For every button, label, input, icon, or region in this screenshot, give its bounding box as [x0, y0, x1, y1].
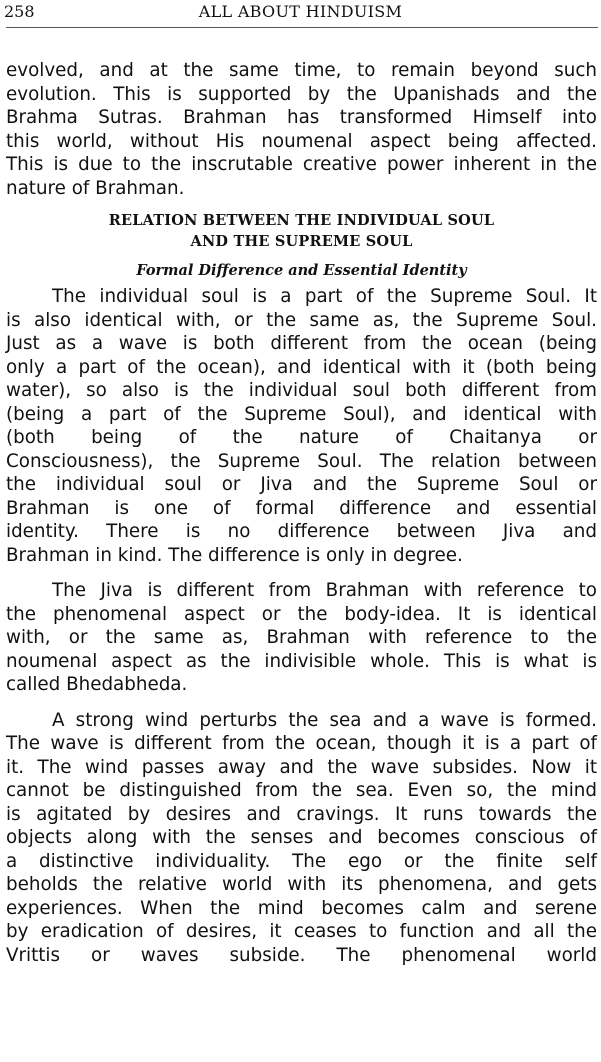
text-line: Brahma Sutras. Brahman has transformed Himself into: [6, 107, 597, 128]
paragraph-wave-analogy: [6, 709, 597, 968]
text-line: Brahman in kind. The difference is only in degree.: [6, 544, 463, 566]
text-line: Vrittis or waves subside. The phenomenal world: [6, 944, 597, 966]
text-line: nature of Brahman.: [6, 177, 185, 199]
text-line: This is due to the inscrutable creative power inherent in the: [6, 154, 597, 175]
text-line: a distinctive individuality. The ego or the finite self: [6, 850, 597, 872]
paragraph-individual-soul: [6, 285, 597, 567]
paragraph-bhedabheda: [6, 579, 597, 697]
text-line: the individual soul or Jiva and the Supreme Soul or: [6, 474, 597, 495]
text-line: water), so also is the individual soul both different from: [6, 380, 597, 401]
text-line: A strong wind perturbs the sea and a wave is formed.: [52, 709, 597, 731]
text-line: The wave is different from the ocean, though it is a part of: [6, 733, 597, 754]
page-body: [6, 59, 597, 967]
text-line: The individual soul is a part of the Supreme Soul. It: [52, 286, 597, 307]
text-line: experiences. When the mind becomes calm and serene: [6, 897, 597, 919]
text-line: evolved, and at the same time, to remain beyond such: [6, 60, 597, 81]
text-line: The Jiva is different from Brahman with reference to: [52, 580, 597, 601]
text-line: it. The wind passes away and the wave subsides. Now it: [6, 756, 597, 778]
text-line: by eradication of desires, it ceases to function and all the: [6, 921, 597, 942]
text-line: this world, without His noumenal aspect being affected.: [6, 130, 597, 152]
text-line: with, or the same as, Brahman with reference to the: [6, 627, 597, 648]
page-number: 258: [4, 2, 35, 21]
text-line: cannot be distinguished from the sea. Even so, the mind: [6, 780, 597, 801]
section-subheading: Formal Difference and Essential Identity: [136, 262, 467, 279]
text-line: Brahman is one of formal difference and essential: [6, 497, 597, 519]
text-line: evolution. This is supported by the Upanishads and the: [6, 83, 597, 105]
text-line: beholds the relative world with its phenomena, and gets: [6, 874, 597, 895]
page-header: [4, 2, 597, 24]
text-line: is agitated by desires and cravings. It runs towards the: [6, 803, 597, 825]
text-line: called Bhedabheda.: [6, 674, 188, 695]
text-line: is also identical with, or the same as, the Supreme Soul.: [6, 309, 597, 331]
header-rule: [6, 27, 598, 28]
text-line: the phenomenal aspect or the body-idea. It is identical: [6, 603, 597, 625]
section-heading-line-1: RELATION BETWEEN THE INDIVIDUAL SOUL: [108, 212, 495, 229]
section-heading: [6, 210, 597, 252]
paragraph-continued: [6, 59, 597, 200]
section-heading-line-2: AND THE SUPREME SOUL: [190, 233, 413, 250]
text-line: (being a part of the Supreme Soul), and identical with: [6, 403, 597, 425]
running-head: ALL ABOUT HINDUISM: [198, 2, 403, 21]
text-line: Consciousness), the Supreme Soul. The relation between: [6, 450, 597, 472]
text-line: identity. There is no difference between Jiva and: [6, 521, 597, 542]
text-line: noumenal aspect as the indivisible whole. This is what is: [6, 650, 597, 672]
text-line: Just as a wave is both different from the ocean (being: [6, 333, 597, 354]
text-line: (both being of the nature of Chaitanya or: [6, 427, 597, 448]
text-line: objects along with the senses and becomes conscious of: [6, 827, 597, 848]
text-line: only a part of the ocean), and identical with it (both being: [6, 356, 597, 378]
